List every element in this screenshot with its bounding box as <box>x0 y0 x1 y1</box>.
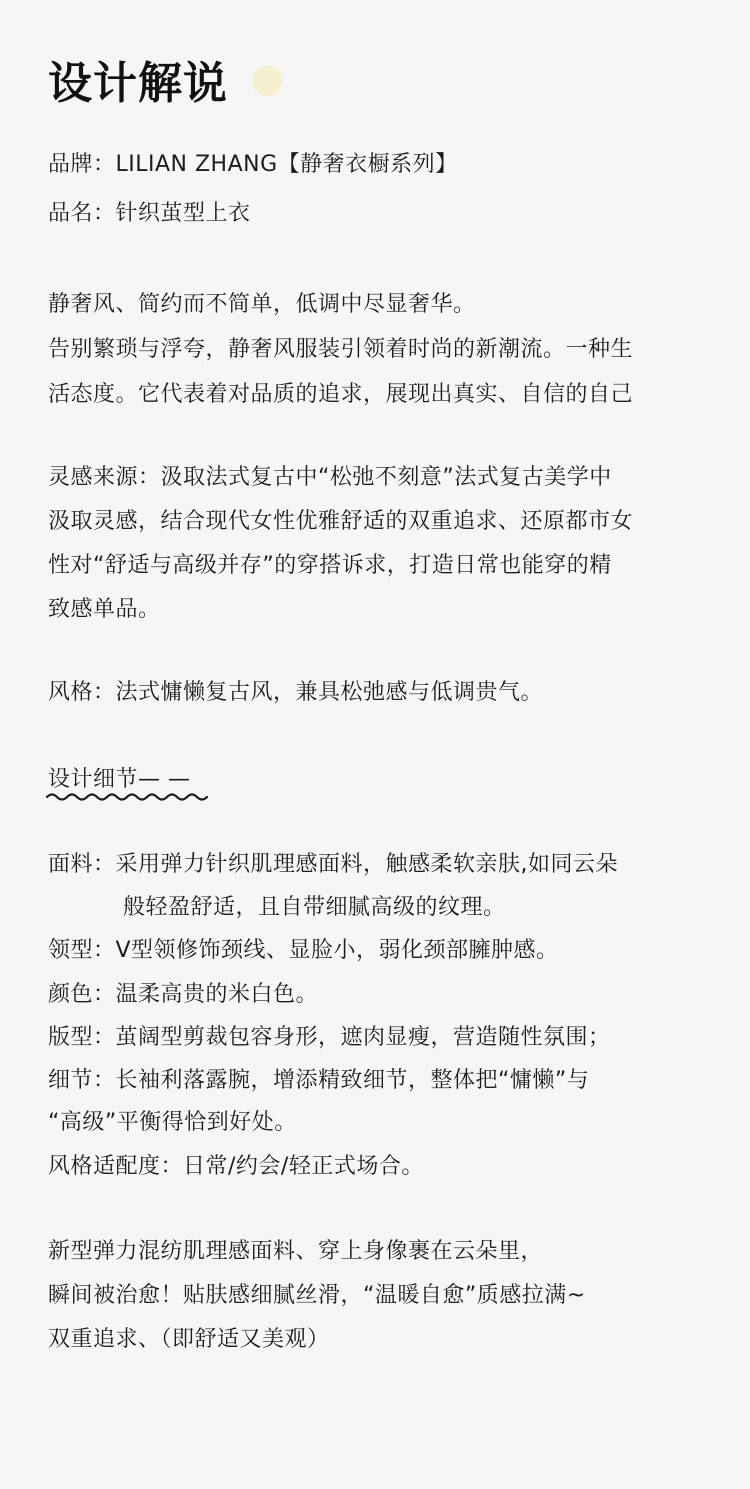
inspiration-line: 致感单品。 <box>48 597 161 622</box>
closing-line: 双重追求、（即舒适又美观） <box>48 1327 330 1352</box>
detail-fabric-line: 面料：采用弹力针织肌理感面料，触感柔软亲肤,如同云朵 <box>48 852 618 877</box>
brand-line: 品牌：LILIAN ZHANG【静奢衣橱系列】 <box>48 152 458 177</box>
detail-occasion-line: 风格适配度：日常/约会/轻正式场合。 <box>48 1154 424 1179</box>
inspiration-line: 汲取灵感，结合现代女性优雅舒适的双重追求、还原都市女 <box>48 509 634 534</box>
closing-line: 瞬间被治愈！贴肤感细腻丝滑，“温暖自愈”质感拉满~ <box>48 1283 586 1308</box>
wavy-underline <box>46 791 208 803</box>
closing-line: 新型弹力混纺肌理感面料、穿上身像裹在云朵里， <box>48 1239 544 1264</box>
page-title: 设计解说 <box>48 58 228 109</box>
intro-line: 静奢风、简约而不简单，低调中尽显奢华。 <box>48 292 476 317</box>
detail-detail-continuation: “高级”平衡得恰到好处。 <box>48 1110 297 1135</box>
detail-color-line: 颜色：温柔高贵的米白色。 <box>48 982 319 1007</box>
detail-neckline-line: 领型：V型领修饰颈线、显脸小，弱化颈部臃肿感。 <box>48 938 559 963</box>
inspiration-line: 灵感来源：汲取法式复古中“松弛不刻意”法式复古美学中 <box>48 465 612 490</box>
detail-detail-line: 细节：长袖利落露腕，增添精致细节，整体把“慵懒”与 <box>48 1068 590 1093</box>
design-details-heading: 设计细节— — <box>48 767 191 792</box>
intro-line: 告别繁琐与浮夸，静奢风服装引领着时尚的新潮流。一种生 <box>48 337 634 362</box>
title-decoration-dot <box>252 66 282 96</box>
intro-line: 活态度。它代表着对品质的追求，展现出真实、自信的自己 <box>48 382 634 407</box>
product-name-line: 品名：针织茧型上衣 <box>48 201 251 226</box>
inspiration-line: 性对“舒适与高级并存”的穿搭诉求，打造日常也能穿的精 <box>48 553 612 578</box>
detail-fabric-continuation: 般轻盈舒适，且自带细腻高级的纹理。 <box>123 895 506 920</box>
title-block <box>48 56 228 116</box>
style-line: 风格：法式慵懒复古风，兼具松弛感与低调贵气。 <box>48 680 544 705</box>
detail-fit-line: 版型：茧阔型剪裁包容身形，遮肉显瘦，营造随性氛围； <box>48 1025 611 1050</box>
